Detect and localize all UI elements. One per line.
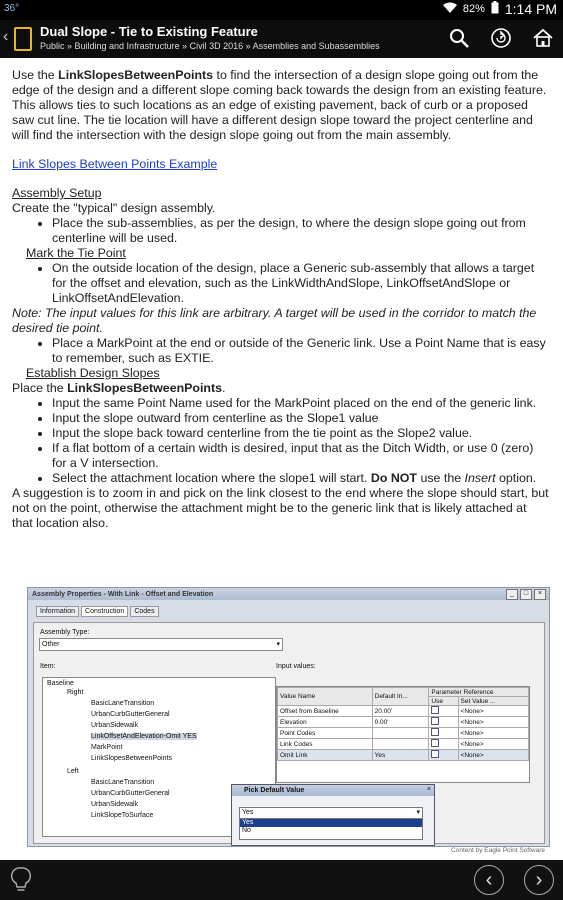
default-value-options [239,818,423,840]
close-icon: × [534,589,546,600]
checkbox [431,728,439,736]
tree-node: LinkOffsetAndElevation-Omit YES [91,733,197,740]
tree-node: BasicLaneTransition [91,779,155,786]
tree-node: MarkPoint [91,744,123,751]
assembly-type-label: Assembly Type: [40,629,90,636]
page-title: Dual Slope - Tie to Existing Feature [40,24,258,39]
minimize-icon: _ [506,589,518,600]
chevron-down-icon: ▾ [276,641,280,648]
tree-node: UrbanCurbGutterGeneral [91,790,170,797]
app-bar [0,20,563,58]
assembly-type-select: Other ▾ [39,638,283,651]
chevron-down-icon: ▾ [416,809,420,816]
back-chevron-icon[interactable]: ‹ [3,28,9,45]
assembly-setup-heading: Assembly Setup [12,186,102,200]
tab-construction: Construction [81,606,128,617]
table-row: Elevation 0.00' <None> [278,717,529,728]
tree-node: UrbanCurbGutterGeneral [91,711,170,718]
bottom-bar [0,860,563,900]
example-link[interactable]: Link Slopes Between Points Example [12,157,218,171]
default-value-select: Yes ▾ [239,807,423,819]
note-text: Note: The input values for this link are arbitrary. A target will be used in the corridor to match the desired tie point. [12,306,537,335]
tree-node: BasicLaneTransition [91,700,155,707]
input-values-label: Input values: [276,663,316,670]
breadcrumb[interactable]: Public » Building and Infrastructure » Civil 3D 2016 » Assemblies and Subassemblies [40,41,380,51]
tree-node: UrbanSidewalk [91,722,139,729]
list-item: • Input the same Point Name used for the MarkPoint placed on the end of the generic link. [52,396,549,411]
grid-header: Value Name [278,688,373,706]
establish-heading: Establish Design Slopes [26,366,160,380]
intro-paragraph: Use the LinkSlopesBetweenPoints to find the intersection of a design slope going out from the edge of the design and a different slope coming back towards the design from an existing feature. This allows ties to such locations as an edge of existing pavement, back of curb or a proposed saw cut line. The tie location will have a different design slope toward the project centerline and will find the intersection with the design slope going out from the main assembly. [12,68,547,142]
grid-header: Use [429,697,458,706]
book-icon[interactable] [14,27,32,51]
list-item: • Place the sub-assemblies, as per the design, to where the design slope going out from centerline will be used. [52,216,549,246]
wifi-icon [443,1,457,17]
list-item: • Input the slope outward from centerline as the Slope1 value [52,411,549,426]
tree-node: UrbanSidewalk [91,801,139,808]
tree-node: Baseline [47,680,74,687]
tree-node: Left [67,768,79,775]
tree-node: Right [67,689,84,696]
list-item: • Place a MarkPoint at the end or outside of the Generic link. Use a Point Name that is easy to remember, such as EXTIE. [52,336,549,366]
maximize-icon: □ [520,589,532,600]
lightbulb-icon[interactable] [10,866,32,894]
list-item: • Input the slope back toward centerline from the tie point as the Slope2 value. [52,426,549,441]
item-label: Item: [40,663,56,670]
place-text: Place the LinkSlopesBetweenPoints. [12,381,226,395]
checkbox [431,706,439,714]
input-values-grid [276,686,530,783]
table-row: Point Codes <None> [278,728,529,739]
assembly-properties-screenshot [27,587,550,847]
create-text: Create the "typical" design assembly. [12,201,216,215]
tree-node: LinkSlopesBetweenPoints [91,755,172,762]
sync-icon[interactable] [489,26,513,50]
previous-page-button[interactable]: ‹ [474,865,504,895]
screenshot-title: Assembly Properties - With Link - Offset and Elevation [32,590,214,598]
grid-header: Set Value ... [458,697,528,706]
grid-header: Parameter Reference [429,688,529,697]
list-item: • If a flat bottom of a certain width is desired, input that as the Ditch Width, or use 0 (zero) for a V intersection. [52,441,549,471]
option-item: No [242,827,251,834]
tree-node: LinkSlopeToSurface [91,812,154,819]
table-row: Link Codes <None> [278,739,529,750]
weather-indicator: 36° [4,3,20,14]
battery-percent: 82% [462,3,485,15]
tab-codes: Codes [130,606,158,617]
battery-icon [491,1,499,17]
status-bar [0,0,563,20]
table-row: Offset from Baseline 20.00' <None> [278,706,529,717]
suggestion-text: A suggestion is to zoom in and pick on the link closest to the end where the slope should start, but not on the point, otherwise the attachment might be to the generic link that is likely attached at that location also. [12,486,549,530]
home-icon[interactable] [531,26,555,50]
option-item: Yes [240,819,422,827]
mark-tie-point-heading: Mark the Tie Point [26,246,126,260]
search-icon[interactable] [447,26,471,50]
table-row: Omit Link Yes <None> [278,750,529,761]
clock: 1:14 PM [504,1,557,17]
checkbox [431,750,439,758]
tab-information: Information [36,606,79,617]
content-credit: Content by Eagle Point Software [451,847,545,854]
next-page-button[interactable]: › [524,865,554,895]
list-item: • Select the attachment location where the slope1 will start. Do NOT use the Insert option. [52,471,549,486]
dialog-title: Pick Default Value [232,785,434,796]
grid-header: Default In... [372,688,429,706]
checkbox [431,739,439,747]
list-item: • On the outside location of the design, place a Generic sub-assembly that allows a target for the offset and elevation, such as the LinkWidthAndSlope, LinkOffsetAndSlope or LinkOffsetAndElevation. [52,261,549,306]
pick-default-value-dialog [231,784,435,846]
checkbox [431,717,439,725]
close-icon: × [426,786,431,793]
